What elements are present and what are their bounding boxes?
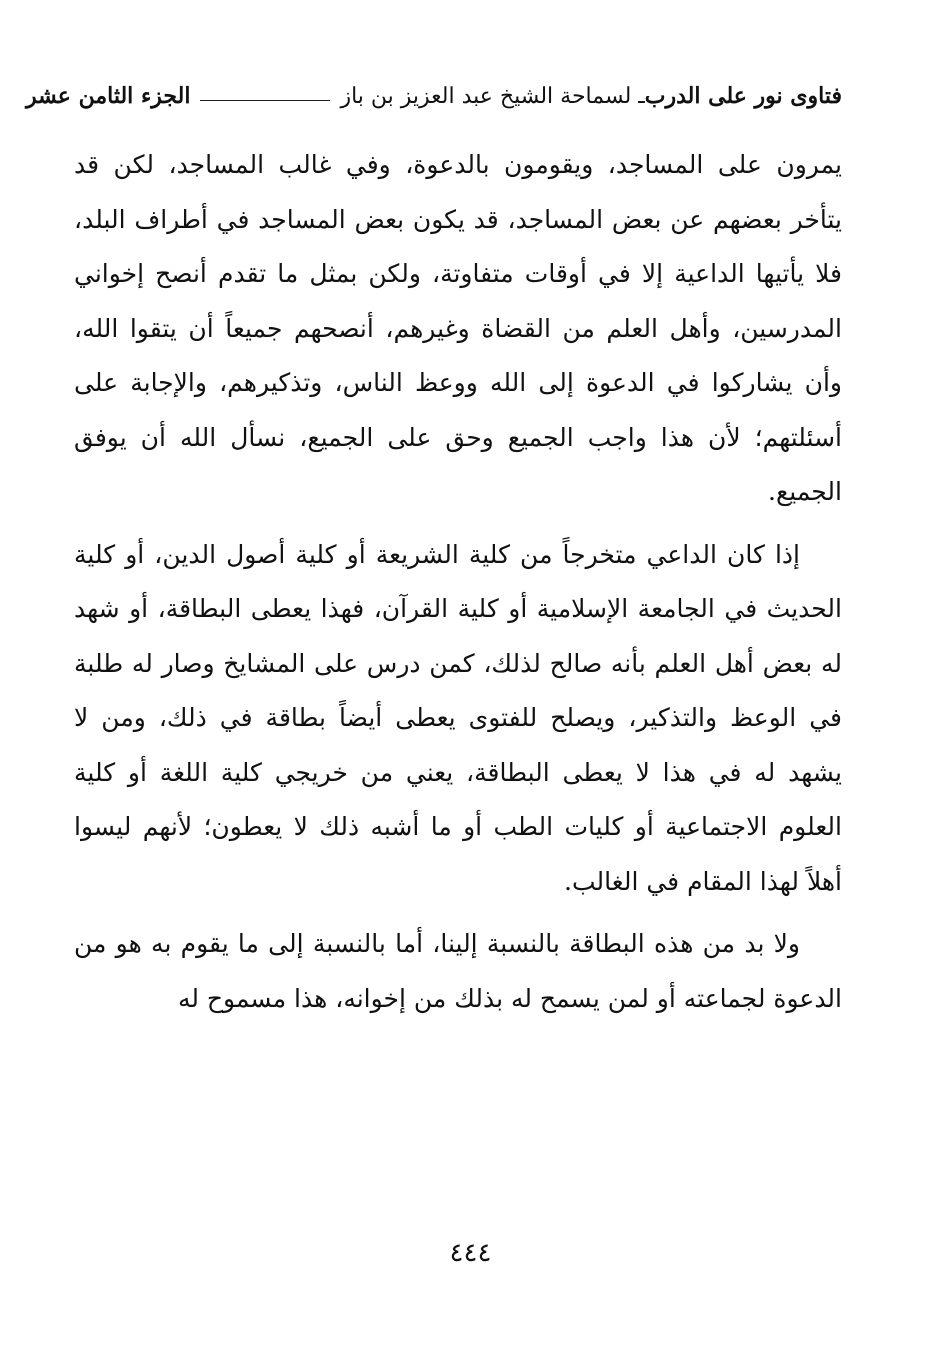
paragraph-3: ولا بد من هذه البطاقة بالنسبة إلينا، أما بالنسبة إلى ما يقوم به هو من الدعوة لجماعته أو لمن يسمح له بذلك من إخوانه، هذا مسموح له [74, 929, 842, 1013]
page-number: ٤٤٤ [449, 1238, 492, 1268]
paragraph-2: إذا كان الداعي متخرجاً من كلية الشريعة أو كلية أصول الدين، أو كلية الحديث في الجامعة الإسلامية أو كلية القرآن، فهذا يعطى البطاقة، أو شهد له بعض أهل العلم بأنه صالح لذلك، كمن درس على المشايخ وصار له طلبة في الوعظ والتذكير، ويصلح للفتوى يعطى أيضاً بطاقة في ذلك، ومن لا يشهد له في هذا لا يعطى البطاقة، يعني من خريجي كلية اللغة أو كلية العلوم الاجتماعية أو كليات الطب أو ما أشبه ذلك لا يعطون؛ لأنهم ليسوا أهلاً لهذا المقام في الغالب. [74, 539, 842, 896]
volume-group [26, 83, 340, 109]
book-title: فتاوى نور على الدرب [644, 83, 842, 109]
paragraph-1: يمرون على المساجد، ويقومون بالدعوة، وفي غالب المساجد، لكن قد يتأخر بعضهم عن بعض المساجد، قد يكون بعض المساجد في أطراف البلد، فلا يأتيها الداعية إلا في أوقات متفاوتة، ولكن بمثل ما تقدم أنصح إخواني المدرسين، وأهل العلم من القضاة وغيرهم، أنصحهم جميعاً أن يتقوا الله، وأن يشاركوا في الدعوة إلى الله ووعظ الناس، وتذكيرهم، والإجابة على أسئلتهم؛ لأن هذا واجب الجميع وحق على الجميع، نسأل الله أن يوفق الجميع. [74, 150, 842, 506]
author-name: ـ لسماحة الشيخ عبد العزيز بن باز [340, 83, 645, 109]
body-text [74, 138, 842, 1026]
volume-label: الجزء الثامن عشر [26, 83, 191, 109]
running-header [26, 78, 842, 114]
header-rule [200, 100, 330, 101]
